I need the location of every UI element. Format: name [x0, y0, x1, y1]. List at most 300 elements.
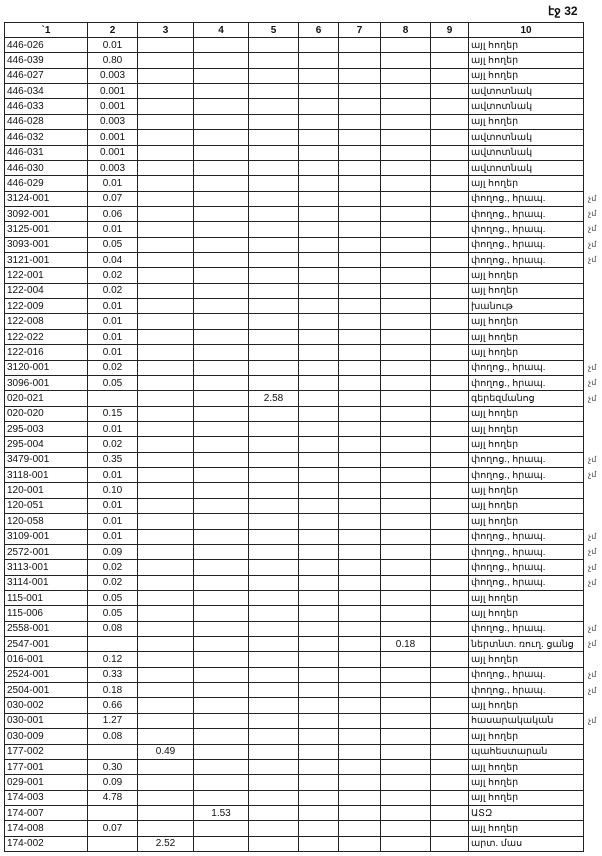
empty-cell [381, 729, 431, 744]
area-value: 0.18 [88, 683, 138, 698]
empty-cell [299, 176, 339, 191]
empty-cell [381, 821, 431, 836]
empty-cell [339, 805, 381, 820]
empty-cell [431, 38, 469, 53]
table-row [5, 345, 584, 360]
empty-cell [249, 345, 299, 360]
empty-cell [194, 452, 249, 467]
parcel-id: 122-008 [5, 314, 88, 329]
margin-mark: չմ [588, 454, 597, 464]
parcel-id: 174-003 [5, 790, 88, 805]
land-use: այլ հողեր [469, 775, 584, 790]
empty-cell [194, 836, 249, 851]
empty-cell [249, 637, 299, 652]
empty-cell [381, 713, 431, 728]
empty-cell [381, 53, 431, 68]
empty-cell [339, 606, 381, 621]
empty-cell [381, 652, 431, 667]
area-value: 0.001 [88, 130, 138, 145]
empty-cell [431, 667, 469, 682]
area-value: 0.003 [88, 68, 138, 83]
table-row [5, 99, 584, 114]
land-use: փողոց., հրապ. [469, 360, 584, 375]
empty-cell [431, 836, 469, 851]
empty-cell [299, 421, 339, 436]
empty-cell [299, 299, 339, 314]
empty-cell [249, 805, 299, 820]
empty-cell [194, 222, 249, 237]
empty-cell [88, 391, 138, 406]
area-value: 0.05 [88, 590, 138, 605]
empty-cell [339, 452, 381, 467]
empty-cell [249, 775, 299, 790]
empty-cell [381, 345, 431, 360]
empty-cell [339, 713, 381, 728]
empty-cell [339, 437, 381, 452]
table-row [5, 821, 584, 836]
empty-cell [138, 790, 194, 805]
empty-cell [88, 744, 138, 759]
land-use: փողոց., հրապ. [469, 529, 584, 544]
table-row [5, 391, 584, 406]
empty-cell [249, 821, 299, 836]
land-use: ավտոտնակ [469, 99, 584, 114]
empty-cell [299, 652, 339, 667]
empty-cell [339, 683, 381, 698]
empty-cell [431, 360, 469, 375]
empty-cell [339, 268, 381, 283]
empty-cell [299, 145, 339, 160]
empty-cell [431, 790, 469, 805]
table-row [5, 314, 584, 329]
empty-cell [249, 114, 299, 129]
table-row [5, 514, 584, 529]
empty-cell [339, 468, 381, 483]
margin-mark: չմ [588, 562, 597, 572]
table-row [5, 468, 584, 483]
area-value: 0.10 [88, 483, 138, 498]
table-row [5, 84, 584, 99]
empty-cell [299, 836, 339, 851]
table-row [5, 421, 584, 436]
table-row [5, 483, 584, 498]
empty-cell [299, 452, 339, 467]
empty-cell [431, 560, 469, 575]
empty-cell [194, 345, 249, 360]
land-use: փողոց., հրապ. [469, 253, 584, 268]
empty-cell [299, 483, 339, 498]
area-value: 0.01 [88, 38, 138, 53]
table-row [5, 775, 584, 790]
empty-cell [138, 145, 194, 160]
empty-cell [138, 652, 194, 667]
table-row [5, 544, 584, 559]
column-header-7: 7 [339, 23, 381, 38]
parcel-id: 295-003 [5, 421, 88, 436]
empty-cell [431, 314, 469, 329]
area-value: 0.04 [88, 253, 138, 268]
empty-cell [194, 360, 249, 375]
column-header-5: 5 [249, 23, 299, 38]
area-value: 0.05 [88, 237, 138, 252]
parcel-id: 2547-001 [5, 637, 88, 652]
empty-cell [138, 606, 194, 621]
margin-mark: չմ [588, 378, 597, 388]
empty-cell [299, 53, 339, 68]
parcel-id: 174-008 [5, 821, 88, 836]
empty-cell [339, 237, 381, 252]
empty-cell [249, 544, 299, 559]
area-value: 0.07 [88, 191, 138, 206]
land-use: փողոց., հրապ. [469, 544, 584, 559]
table-row [5, 621, 584, 636]
empty-cell [431, 176, 469, 191]
area-value: 0.12 [88, 652, 138, 667]
empty-cell [194, 652, 249, 667]
empty-cell [339, 53, 381, 68]
area-value: 0.01 [88, 514, 138, 529]
empty-cell [194, 299, 249, 314]
land-use: այլ հողեր [469, 176, 584, 191]
empty-cell [138, 329, 194, 344]
land-use: այլ հողեր [469, 345, 584, 360]
parcel-id: 030-009 [5, 729, 88, 744]
empty-cell [138, 452, 194, 467]
empty-cell [381, 529, 431, 544]
parcel-id: 020-021 [5, 391, 88, 406]
empty-cell [249, 191, 299, 206]
area-value: 0.08 [88, 621, 138, 636]
empty-cell [194, 790, 249, 805]
empty-cell [88, 637, 138, 652]
empty-cell [339, 314, 381, 329]
empty-cell [249, 329, 299, 344]
empty-cell [194, 575, 249, 590]
empty-cell [194, 560, 249, 575]
empty-cell [138, 206, 194, 221]
parcel-id: 029-001 [5, 775, 88, 790]
area-value: 0.001 [88, 84, 138, 99]
parcel-id: 174-007 [5, 805, 88, 820]
area-value: 0.02 [88, 283, 138, 298]
empty-cell [249, 744, 299, 759]
empty-cell [299, 237, 339, 252]
area-value: 0.15 [88, 406, 138, 421]
empty-cell [249, 375, 299, 390]
empty-cell [194, 160, 249, 175]
header-row [5, 23, 584, 38]
land-use: ավտոտնակ [469, 160, 584, 175]
land-use: այլ հողեր [469, 283, 584, 298]
empty-cell [381, 145, 431, 160]
empty-cell [339, 790, 381, 805]
empty-cell [339, 68, 381, 83]
empty-cell [194, 206, 249, 221]
empty-cell [381, 544, 431, 559]
empty-cell [299, 775, 339, 790]
empty-cell [299, 637, 339, 652]
table-row [5, 498, 584, 513]
area-value: 0.05 [88, 375, 138, 390]
empty-cell [431, 698, 469, 713]
area-value: 0.35 [88, 452, 138, 467]
empty-cell [138, 237, 194, 252]
empty-cell [381, 237, 431, 252]
empty-cell [299, 114, 339, 129]
parcel-id: 3120-001 [5, 360, 88, 375]
empty-cell [249, 268, 299, 283]
empty-cell [339, 514, 381, 529]
empty-cell [299, 790, 339, 805]
empty-cell [339, 759, 381, 774]
area-value: 0.01 [88, 421, 138, 436]
empty-cell [431, 253, 469, 268]
empty-cell [194, 114, 249, 129]
table-row [5, 667, 584, 682]
empty-cell [339, 176, 381, 191]
empty-cell [431, 329, 469, 344]
parcel-id: 174-002 [5, 836, 88, 851]
empty-cell [299, 206, 339, 221]
empty-cell [138, 391, 194, 406]
empty-cell [339, 483, 381, 498]
table-row [5, 529, 584, 544]
empty-cell [138, 299, 194, 314]
empty-cell [431, 283, 469, 298]
margin-mark: չմ [588, 624, 597, 634]
area-value: 2.58 [249, 391, 299, 406]
empty-cell [138, 160, 194, 175]
empty-cell [194, 529, 249, 544]
empty-cell [249, 698, 299, 713]
parcel-id: 122-022 [5, 329, 88, 344]
empty-cell [138, 375, 194, 390]
empty-cell [299, 360, 339, 375]
parcel-id: 2504-001 [5, 683, 88, 698]
parcel-id: 3114-001 [5, 575, 88, 590]
empty-cell [249, 84, 299, 99]
empty-cell [299, 744, 339, 759]
table-row [5, 406, 584, 421]
empty-cell [431, 452, 469, 467]
empty-cell [138, 130, 194, 145]
empty-cell [249, 38, 299, 53]
empty-cell [249, 160, 299, 175]
empty-cell [431, 391, 469, 406]
empty-cell [381, 437, 431, 452]
land-use: ԱՏԶ [469, 805, 584, 820]
empty-cell [431, 744, 469, 759]
empty-cell [381, 698, 431, 713]
empty-cell [431, 713, 469, 728]
empty-cell [138, 775, 194, 790]
empty-cell [431, 529, 469, 544]
empty-cell [138, 99, 194, 114]
area-value: 0.02 [88, 360, 138, 375]
empty-cell [299, 130, 339, 145]
empty-cell [431, 345, 469, 360]
empty-cell [138, 590, 194, 605]
empty-cell [381, 314, 431, 329]
empty-cell [138, 729, 194, 744]
empty-cell [194, 176, 249, 191]
table-row [5, 452, 584, 467]
empty-cell [431, 268, 469, 283]
empty-cell [431, 821, 469, 836]
empty-cell [299, 683, 339, 698]
empty-cell [339, 253, 381, 268]
empty-cell [138, 821, 194, 836]
land-use: ավտոտնակ [469, 145, 584, 160]
area-value: 0.003 [88, 160, 138, 175]
table-row [5, 790, 584, 805]
empty-cell [381, 375, 431, 390]
parcel-id: 122-004 [5, 283, 88, 298]
empty-cell [431, 621, 469, 636]
empty-cell [431, 206, 469, 221]
empty-cell [194, 744, 249, 759]
empty-cell [431, 375, 469, 390]
empty-cell [381, 68, 431, 83]
land-use: փողոց., հրապ. [469, 452, 584, 467]
empty-cell [431, 483, 469, 498]
empty-cell [138, 713, 194, 728]
parcel-id: 3092-001 [5, 206, 88, 221]
empty-cell [339, 775, 381, 790]
table-row [5, 606, 584, 621]
table-row [5, 299, 584, 314]
empty-cell [381, 575, 431, 590]
empty-cell [194, 498, 249, 513]
empty-cell [194, 53, 249, 68]
empty-cell [249, 667, 299, 682]
empty-cell [431, 590, 469, 605]
empty-cell [381, 468, 431, 483]
empty-cell [299, 821, 339, 836]
empty-cell [431, 145, 469, 160]
empty-cell [431, 805, 469, 820]
table-row [5, 637, 584, 652]
margin-mark: չմ [588, 639, 597, 649]
empty-cell [381, 191, 431, 206]
empty-cell [299, 268, 339, 283]
land-use: այլ հողեր [469, 114, 584, 129]
empty-cell [249, 222, 299, 237]
empty-cell [249, 606, 299, 621]
empty-cell [194, 130, 249, 145]
empty-cell [339, 575, 381, 590]
table-row [5, 329, 584, 344]
parcel-id: 446-032 [5, 130, 88, 145]
empty-cell [138, 621, 194, 636]
empty-cell [339, 836, 381, 851]
empty-cell [138, 437, 194, 452]
empty-cell [138, 114, 194, 129]
empty-cell [381, 84, 431, 99]
empty-cell [194, 237, 249, 252]
empty-cell [339, 729, 381, 744]
table-row [5, 191, 584, 206]
area-value: 0.001 [88, 145, 138, 160]
margin-mark: չմ [588, 470, 597, 480]
empty-cell [194, 483, 249, 498]
empty-cell [431, 99, 469, 114]
empty-cell [431, 130, 469, 145]
empty-cell [339, 222, 381, 237]
empty-cell [431, 759, 469, 774]
area-value: 0.09 [88, 544, 138, 559]
empty-cell [339, 299, 381, 314]
empty-cell [249, 360, 299, 375]
land-table [4, 22, 584, 852]
empty-cell [138, 560, 194, 575]
land-use: փողոց., հրապ. [469, 375, 584, 390]
empty-cell [381, 560, 431, 575]
column-header-10: 10 [469, 23, 584, 38]
empty-cell [299, 38, 339, 53]
empty-cell [339, 529, 381, 544]
table-row [5, 375, 584, 390]
empty-cell [194, 406, 249, 421]
empty-cell [249, 529, 299, 544]
empty-cell [249, 299, 299, 314]
empty-cell [339, 544, 381, 559]
empty-cell [299, 222, 339, 237]
empty-cell [138, 345, 194, 360]
empty-cell [381, 606, 431, 621]
empty-cell [339, 406, 381, 421]
empty-cell [138, 53, 194, 68]
empty-cell [194, 375, 249, 390]
land-use: այլ հողեր [469, 268, 584, 283]
empty-cell [431, 498, 469, 513]
empty-cell [249, 237, 299, 252]
empty-cell [249, 253, 299, 268]
empty-cell [381, 222, 431, 237]
empty-cell [381, 114, 431, 129]
empty-cell [339, 498, 381, 513]
land-use: փողոց., հրապ. [469, 621, 584, 636]
empty-cell [138, 698, 194, 713]
empty-cell [194, 421, 249, 436]
parcel-id: 3093-001 [5, 237, 88, 252]
empty-cell [299, 329, 339, 344]
empty-cell [339, 283, 381, 298]
empty-cell [299, 667, 339, 682]
margin-mark: չմ [588, 193, 597, 203]
empty-cell [299, 314, 339, 329]
land-use: այլ հողեր [469, 68, 584, 83]
empty-cell [299, 437, 339, 452]
empty-cell [249, 437, 299, 452]
area-value: 1.53 [194, 805, 249, 820]
empty-cell [138, 191, 194, 206]
parcel-id: 3109-001 [5, 529, 88, 544]
margin-mark: չմ [588, 716, 597, 726]
empty-cell [299, 406, 339, 421]
empty-cell [249, 452, 299, 467]
parcel-id: 2558-001 [5, 621, 88, 636]
table-row [5, 68, 584, 83]
land-use: այլ հողեր [469, 53, 584, 68]
area-value: 0.01 [88, 498, 138, 513]
empty-cell [299, 99, 339, 114]
empty-cell [249, 53, 299, 68]
area-value: 0.01 [88, 314, 138, 329]
empty-cell [299, 560, 339, 575]
margin-mark: չմ [588, 685, 597, 695]
empty-cell [381, 621, 431, 636]
